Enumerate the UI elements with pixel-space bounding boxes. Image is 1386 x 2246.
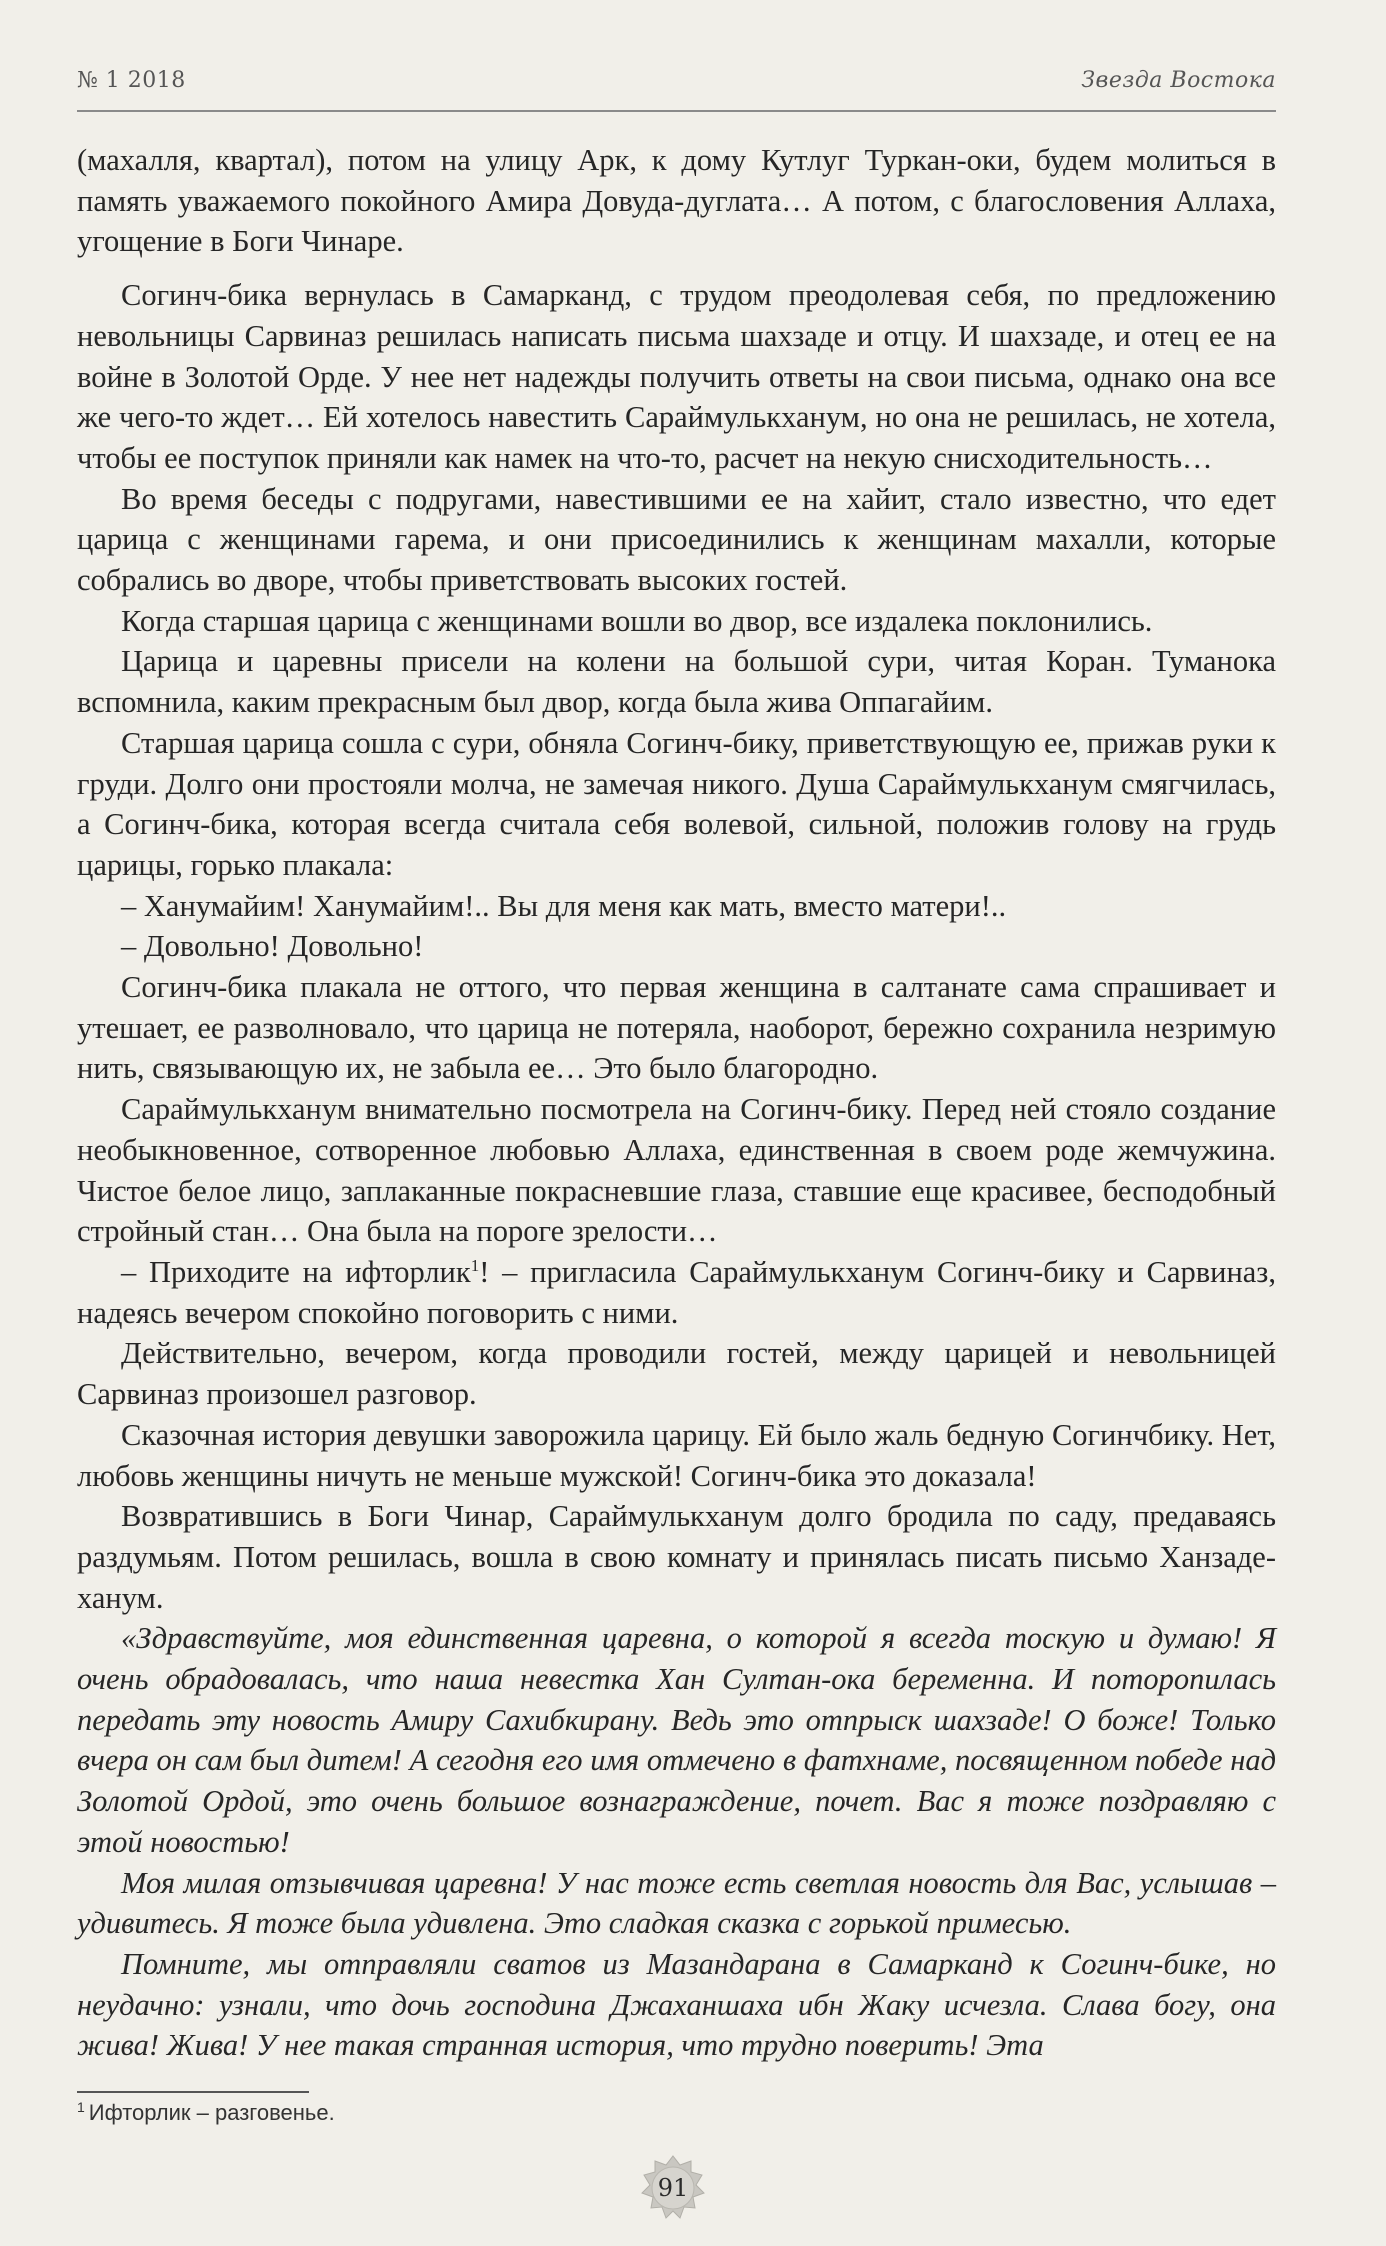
paragraph: Действительно, вечером, когда проводили гостей, между царицей и невольницей Сарвиназ произошел разговор.: [77, 1336, 1276, 1412]
paragraph: Когда старшая царица с женщинами вошли во двор, все издалека поклонились.: [121, 603, 1153, 638]
paragraph: Во время беседы с подругами, навестившими ее на хайит, стало известно, что едет царица с женщинами гарема, и они присоединились к женщинам махалли, которые собрались во дворе, чтобы приветствовать высоких гостей.: [77, 481, 1276, 598]
paragraph-part: ! – пригласила Сараймулькханум Согинч-бику и Сарвиназ, надеясь вечером спокойно поговорить с ними.: [77, 1254, 1276, 1330]
issue-label: № 1 2018: [77, 68, 186, 93]
footnote-rule: [77, 2091, 309, 2093]
paragraph: Старшая царица сошла с сури, обняла Согинч-бику, приветствующую ее, прижав руки к груди. Долго они простояли молча, не замечая никого. Душа Сараймулькханум смягчилась, а Согинч-бика, которая всегда считала себя волевой, сильной, положив голову на грудь царицы, горько плакала:: [77, 725, 1276, 882]
paragraph: – Довольно! Довольно!: [121, 929, 424, 964]
letter-paragraph: Моя милая отзывчивая царевна! У нас тоже есть светлая новость для Вас, услышав – удивитесь. Я тоже была удивлена. Это сладкая сказка с горькой примесью.: [77, 1865, 1276, 1941]
paragraph: Согинч-бика вернулась в Самарканд, с трудом преодолевая себя, по предложению невольницы Сарвиназ решилась написать письма шахзаде и отцу. И шахзаде, и отец ее на войне в Золотой Орде. У нее нет надежды получить ответы на свои письма, однако она все же чего-то ждет… Ей хотелось навестить Сараймулькханум, но она не решилась, не хотела, чтобы ее поступок приняли как намек на что-то, расчет на некую снисходительность…: [77, 278, 1276, 475]
journal-title: Звезда Востока: [1081, 68, 1276, 93]
footnote-marker: 1: [77, 2098, 85, 2115]
paragraph: – Ханумайим! Ханумайим!.. Вы для меня как мать, вместо матери!..: [121, 888, 1007, 923]
paragraph: Сараймулькханум внимательно посмотрела на Согинч-бику. Перед ней стояло создание необыкновенное, сотворенное любовью Аллаха, единственная в своем роде жемчужина. Чистое белое лицо, заплаканные покрасневшие глаза, ставшие еще красивее, бесподобный стройный стан… Она была на пороге зрелости…: [77, 1092, 1276, 1249]
paragraph-part: – Приходите на ифторлик: [121, 1254, 471, 1289]
page-number: 91: [657, 2174, 689, 2202]
paragraph: Возвратившись в Боги Чинар, Сараймулькханум долго бродила по саду, предаваясь раздумьям. Потом решилась, вошла в свою комнату и принялась писать письмо Ханзаде-ханум.: [77, 1499, 1276, 1615]
letter-paragraph: «Здравствуйте, моя единственная царевна, о которой я всегда тоскую и думаю! Я очень обрадовалась, что наша невестка Хан Султан-ока беременна. И поторопилась передать эту новость Амиру Сахибкирану. Ведь это отпрыск шахзаде! О боже! Только вчера он сам был дитем! А сегодня его имя отмечено в фатхнаме, посвященном победе над Золотой Ордой, это очень большое вознаграждение, почет. Вас я тоже поздравляю с этой новостью!: [77, 1621, 1276, 1859]
running-head: [77, 68, 1276, 108]
paragraph-with-footnote: [77, 1252, 1276, 1333]
paragraph: (махалля, квартал), потом на улицу Арк, к дому Кутлуг Туркан-оки, будем молиться в память уважаемого покойного Амира Довуда-дуглата… А потом, с благословения Аллаха, угощение в Боги Чинаре.: [77, 143, 1276, 259]
page-number-badge: [640, 2155, 706, 2221]
header-rule: [77, 110, 1276, 112]
paragraph: Царица и царевны присели на колени на большой сури, читая Коран. Туманока вспомнила, каким прекрасным был двор, когда была жива Оппагайим.: [77, 644, 1276, 720]
footnote-text: Ифторлик – разговенье.: [88, 2100, 335, 2125]
paragraph: Сказочная история девушки заворожила царицу. Ей было жаль бедную Согинчбику. Нет, любовь женщины ничуть не меньше мужской! Согинч-бика это доказала!: [77, 1417, 1276, 1493]
body-text: [77, 140, 1276, 2066]
footnote-ref[interactable]: 1: [470, 1255, 480, 1275]
letter-paragraph: Помните, мы отправляли сватов из Мазандарана в Самарканд к Согинч-бике, но неудачно: узнали, что дочь господина Джаханшаха ибн Жаку исчезла. Слава богу, она жива! Жива! У нее такая странная история, что трудно поверить! Эта: [77, 1946, 1276, 2063]
footnote: [77, 2100, 335, 2126]
paragraph: Согинч-бика плакала не оттого, что первая женщина в салтанате сама спрашивает и утешает, ее разволновало, что царица не потеряла, наоборот, бережно сохранила незримую нить, связывающую их, не забыла ее… Это было благородно.: [77, 970, 1276, 1086]
